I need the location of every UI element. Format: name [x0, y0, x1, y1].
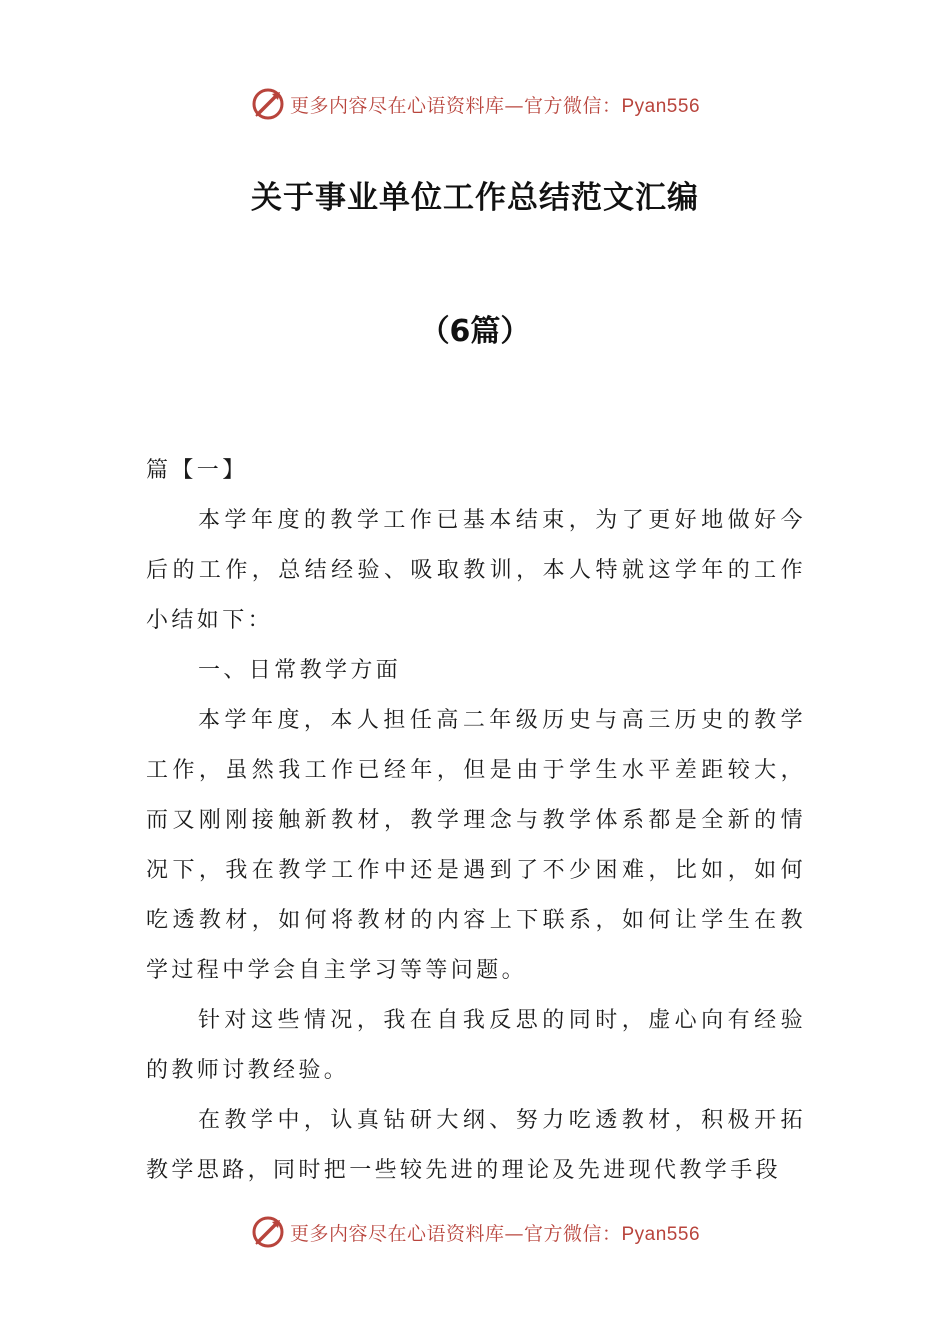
- paragraph: 针对这些情况，我在自我反思的同时，虚心向有经验的教师讨教经验。: [146, 1008, 806, 1083]
- document-subtitle: （6篇）: [419, 314, 531, 349]
- wechat-id: Pyan556: [621, 95, 701, 117]
- document-body: [146, 446, 806, 1196]
- paragraph: 本学年度，本人担任高二年级历史与高三历史的教学工作，虽然我工作已经年，但是由于学生水平差距较大，而又刚刚接触新教材，教学理念与教学体系都是全新的情况下，我在教学工作中还是遇到了不少困难，比如，如何吃透教材，如何将教材的内容上下联系，如何让学生在教学过程中学会自主学习等等问题。: [146, 708, 806, 983]
- paragraph: 在教学中，认真钻研大纲、努力吃透教材，积极开拓教学思路，同时把一些较先进的理论及先进现代教学手段: [146, 1108, 806, 1183]
- watermark-banner-top: [0, 84, 950, 124]
- watermark-banner-bottom: [0, 1212, 950, 1252]
- watermark-text: 更多内容尽在心语资料库—官方微信：Pyan556: [289, 1222, 701, 1245]
- pen-logo-icon: [250, 86, 286, 122]
- document-title: 关于事业单位工作总结范文汇编: [251, 180, 699, 216]
- section-label: 篇【一】: [146, 458, 248, 483]
- paragraph: 本学年度的教学工作已基本结束，为了更好地做好今后的工作，总结经验、吸取教训，本人特就这学年的工作小结如下：: [146, 508, 806, 633]
- section-heading: 一、日常教学方面: [198, 658, 402, 683]
- wechat-id: Pyan556: [621, 1223, 701, 1245]
- watermark-text: 更多内容尽在心语资料库—官方微信：Pyan556: [289, 94, 701, 117]
- pen-logo-icon: [250, 1214, 286, 1250]
